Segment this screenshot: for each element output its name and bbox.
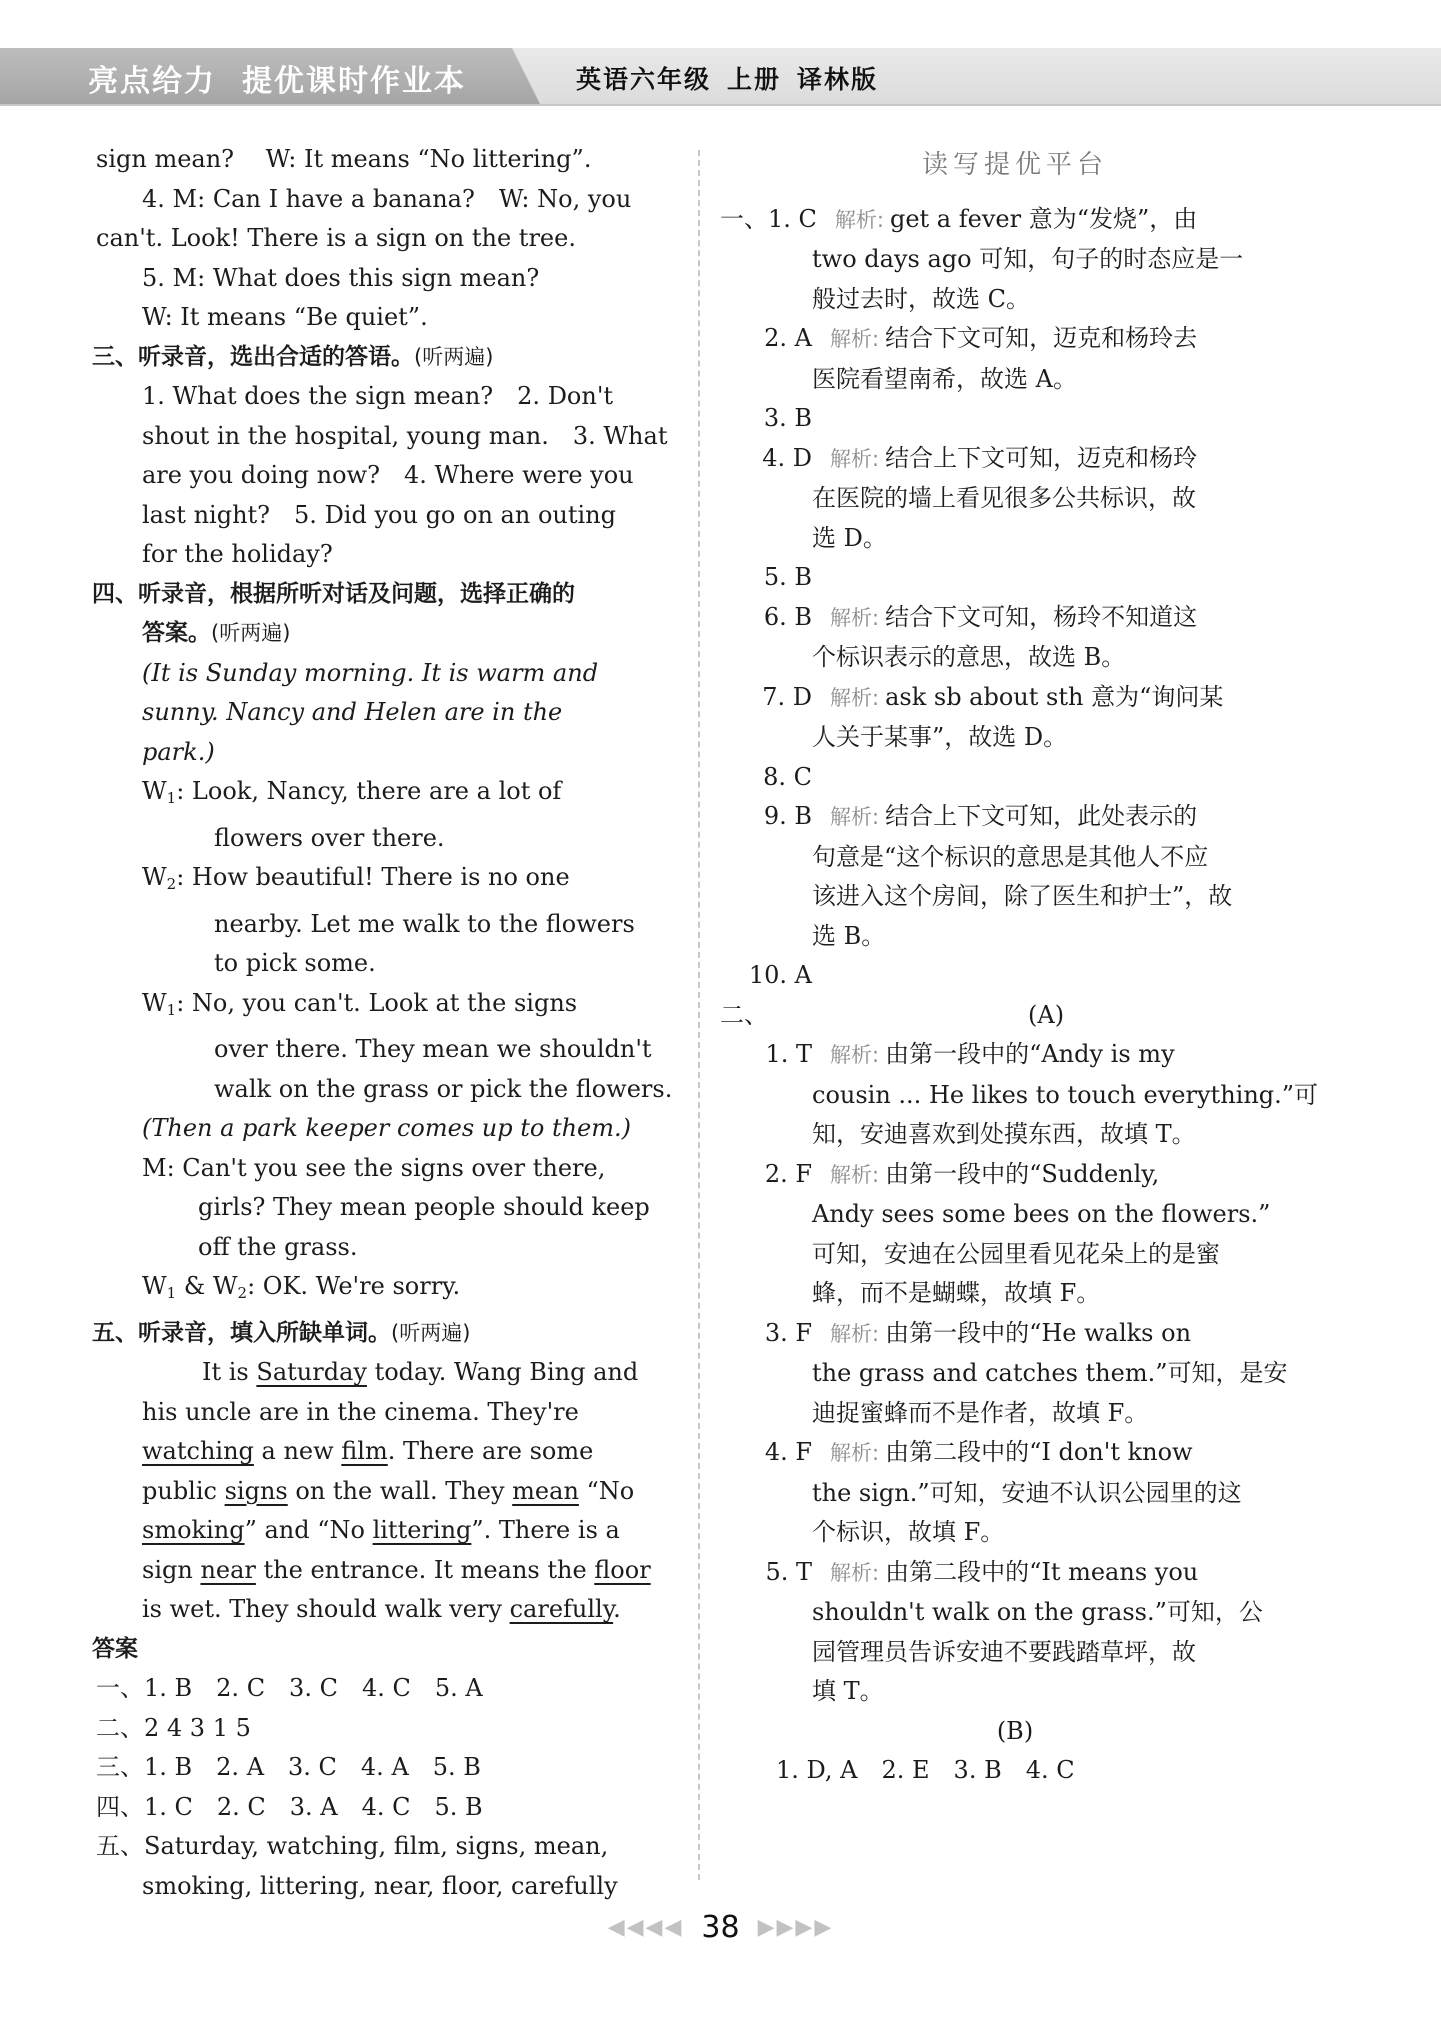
text-line: shout in the hospital, young man. 3. What [142,421,668,450]
left-column [92,140,676,1906]
dialogue-line: $W_1$: No, you can't. Look at the signs [142,988,578,1019]
answer-line: 人关于某事”，故选 D。 [812,723,1068,751]
passage-line: smoking” and “No littering”. There is a [142,1516,620,1544]
right-arrows-icon: ▶▶▶▶ [757,1915,834,1940]
answer-line: 医院看望南希，故选 A。 [812,364,1077,393]
passage-line: watching a new film. There are some [142,1437,594,1465]
section-4-heading-cont: 答案。(听两遍) [142,620,291,646]
dialogue-line: walk on the grass or pick the flowers. [214,1074,673,1103]
stage-direction: sunny. Nancy and Helen are in the [142,698,563,726]
answer-line: 四、1. C 2. C 3. A 4. C 5. B [96,1792,483,1821]
subject: 英语六年级 [576,65,712,94]
dialogue-line: off the grass. [198,1232,358,1261]
passage-line: It is Saturday today. Wang Bing and [202,1358,639,1386]
answer-item: 2. A 解析: 结合下文可知，迈克和杨玲去 [764,324,1198,352]
answer-line: 蜂，而不是蝴蝶，故填 F。 [812,1279,1101,1307]
answer-item: 5. T 解析: 由第二段中的“It means you [765,1557,1199,1586]
answer-item: 4. D 解析: 结合上下文可知，迈克和杨玲 [762,443,1198,472]
text-line: are you doing now? 4. Where were you [142,461,634,489]
page-footer [0,1910,1441,1945]
answer-item: 6. B 解析: 结合下文可知，杨玲不知道这 [763,602,1198,631]
dialogue-line: to pick some. [214,949,376,977]
column-divider [698,150,700,1880]
part-b-label: (B) [996,1716,1034,1745]
section-3-heading: 三、听录音，选出合适的答语。(听两遍) [92,343,494,370]
right-column [720,140,1319,1791]
passage-line: sign near the entrance. It means the floor [142,1555,651,1584]
answer-item: 5. B [763,563,812,591]
answer-line: 1. D, A 2. E 3. B 4. C [776,1756,1075,1784]
answer-line: the grass and catches them.”可知，是安 [812,1359,1288,1387]
answer-item: 10. A [748,961,812,989]
answer-line: 个标识表示的意思，故选 B。 [812,643,1126,671]
series-name: 亮点给力 [88,64,216,99]
answer-line: shouldn't walk on the grass.”可知，公 [812,1598,1263,1626]
answer-line: 迪捉蜜蜂而不是作者，故填 F。 [812,1398,1149,1427]
text-line: for the holiday? [142,540,333,568]
passage-line: is wet. They should walk very carefully. [142,1595,621,1623]
stage-direction: (It is Sunday morning. It is warm and [142,658,599,687]
book-name: 提优课时作业本 [242,64,466,99]
volume: 上册 [727,65,782,94]
answer-line: 选 B。 [812,921,886,950]
dialogue-line: nearby. Let me walk to the flowers [214,909,635,938]
dialogue-line: girls? They mean people should keep [198,1193,650,1221]
edition: 译林版 [797,65,879,94]
left-arrows-icon: ◀◀◀◀ [607,1915,684,1940]
answers-heading: 答案 [92,1635,138,1662]
text-line: last night? 5. Did you go on an outing [142,500,616,529]
answer-line: two days ago 可知，句子的时态应是一 [812,245,1244,273]
text-line: 4. M: Can I have a banana? W: No, you [142,184,632,213]
answer-item: 3. B [763,404,812,432]
answer-line: 填 T。 [812,1677,884,1705]
answer-item: 8. C [763,762,812,791]
answer-item: 9. B 解析: 结合上下文可知，此处表示的 [763,802,1198,830]
text-line: 1. What does the sign mean? 2. Don't [142,382,614,410]
passage-line: his uncle are in the cinema. They're [142,1397,579,1426]
answer-item: 1. T 解析: 由第一段中的“Andy is my [765,1040,1175,1068]
section-title: 读写提优平台 [921,150,1108,180]
section-4-heading: 四、听录音，根据所听对话及问题，选择正确的 [92,580,575,607]
text-line: 5. M: What does this sign mean? [142,263,540,292]
answer-line: the sign.”可知，安迪不认识公园里的这 [812,1478,1242,1507]
text-line: can't. Look! There is a sign on the tree. [96,224,576,252]
answer-item: 3. F 解析: 由第一段中的“He walks on [764,1318,1192,1347]
answer-line: cousin ... He likes to touch everything.”可 [812,1080,1319,1109]
dialogue-line: flowers over there. [214,823,445,852]
answer-line: 园管理员告诉安迪不要践踏草坪，故 [812,1637,1196,1666]
passage-line: public signs on the wall. They mean “No [142,1476,635,1505]
answer-line: 五、Saturday, watching, film, signs, mean, [96,1832,609,1860]
answer-line: Andy sees some bees on the flowers.” [812,1200,1271,1228]
dialogue-line: $W_1$: Look, Nancy, there are a lot of [142,777,562,807]
answer-line: smoking, littering, near, floor, carefully [142,1871,618,1900]
stage-direction: park.) [142,737,215,766]
answer-line: 个标识，故填 F。 [812,1518,1005,1546]
answer-line: 句意是“这个标识的意思是其他人不应 [812,842,1209,871]
dialogue-line: M: Can't you see the signs over there, [142,1153,606,1182]
stage-direction: (Then a park keeper comes up to them.) [142,1114,632,1142]
answer-item: 2. F 解析: 由第一段中的“Suddenly, [764,1159,1160,1188]
answer-line: 三、1. B 2. A 3. C 4. A 5. B [96,1753,481,1781]
answer-line: 该进入这个房间，除了医生和护士”，故 [812,882,1233,910]
dialogue-line: $W_1$ & $W_2$: OK. We're sorry. [142,1272,461,1302]
dialogue-line: over there. They mean we shouldn't [214,1035,652,1063]
answer-item: 7. D 解析: ask sb about sth 意为“询问某 [762,682,1224,711]
section-5-heading: 五、听录音，填入所缺单词。(听两遍) [92,1319,471,1346]
answer-item: 4. F 解析: 由第二段中的“I don't know [764,1438,1193,1466]
text-line: sign mean? W: It means “No littering”. [96,145,592,173]
answer-line: 般过去时，故选 C。 [812,284,1030,313]
answer-line: 可知，安迪在公园里看见花朵上的是蜜 [812,1239,1220,1268]
answer-line: 在医院的墙上看见很多公共标识，故 [812,484,1196,512]
book-info [576,60,894,96]
page-number: 38 [701,1910,740,1945]
answer-line: 二、2 4 3 1 5 [96,1713,251,1742]
text-line: W: It means “Be quiet”. [142,303,428,331]
answer-line: 知，安迪喜欢到处摸东西，故填 T。 [812,1120,1196,1148]
section-2-row: 二、 (A) [720,1000,1065,1029]
answer-item: 一、1. C 解析: get a fever 意为“发烧”，由 [720,204,1198,233]
answer-line: 一、1. B 2. C 3. C 4. C 5. A [96,1674,483,1702]
dialogue-line: $W_2$: How beautiful! There is no one [142,863,570,893]
answer-line: 选 D。 [812,523,887,552]
series-title [88,56,492,100]
